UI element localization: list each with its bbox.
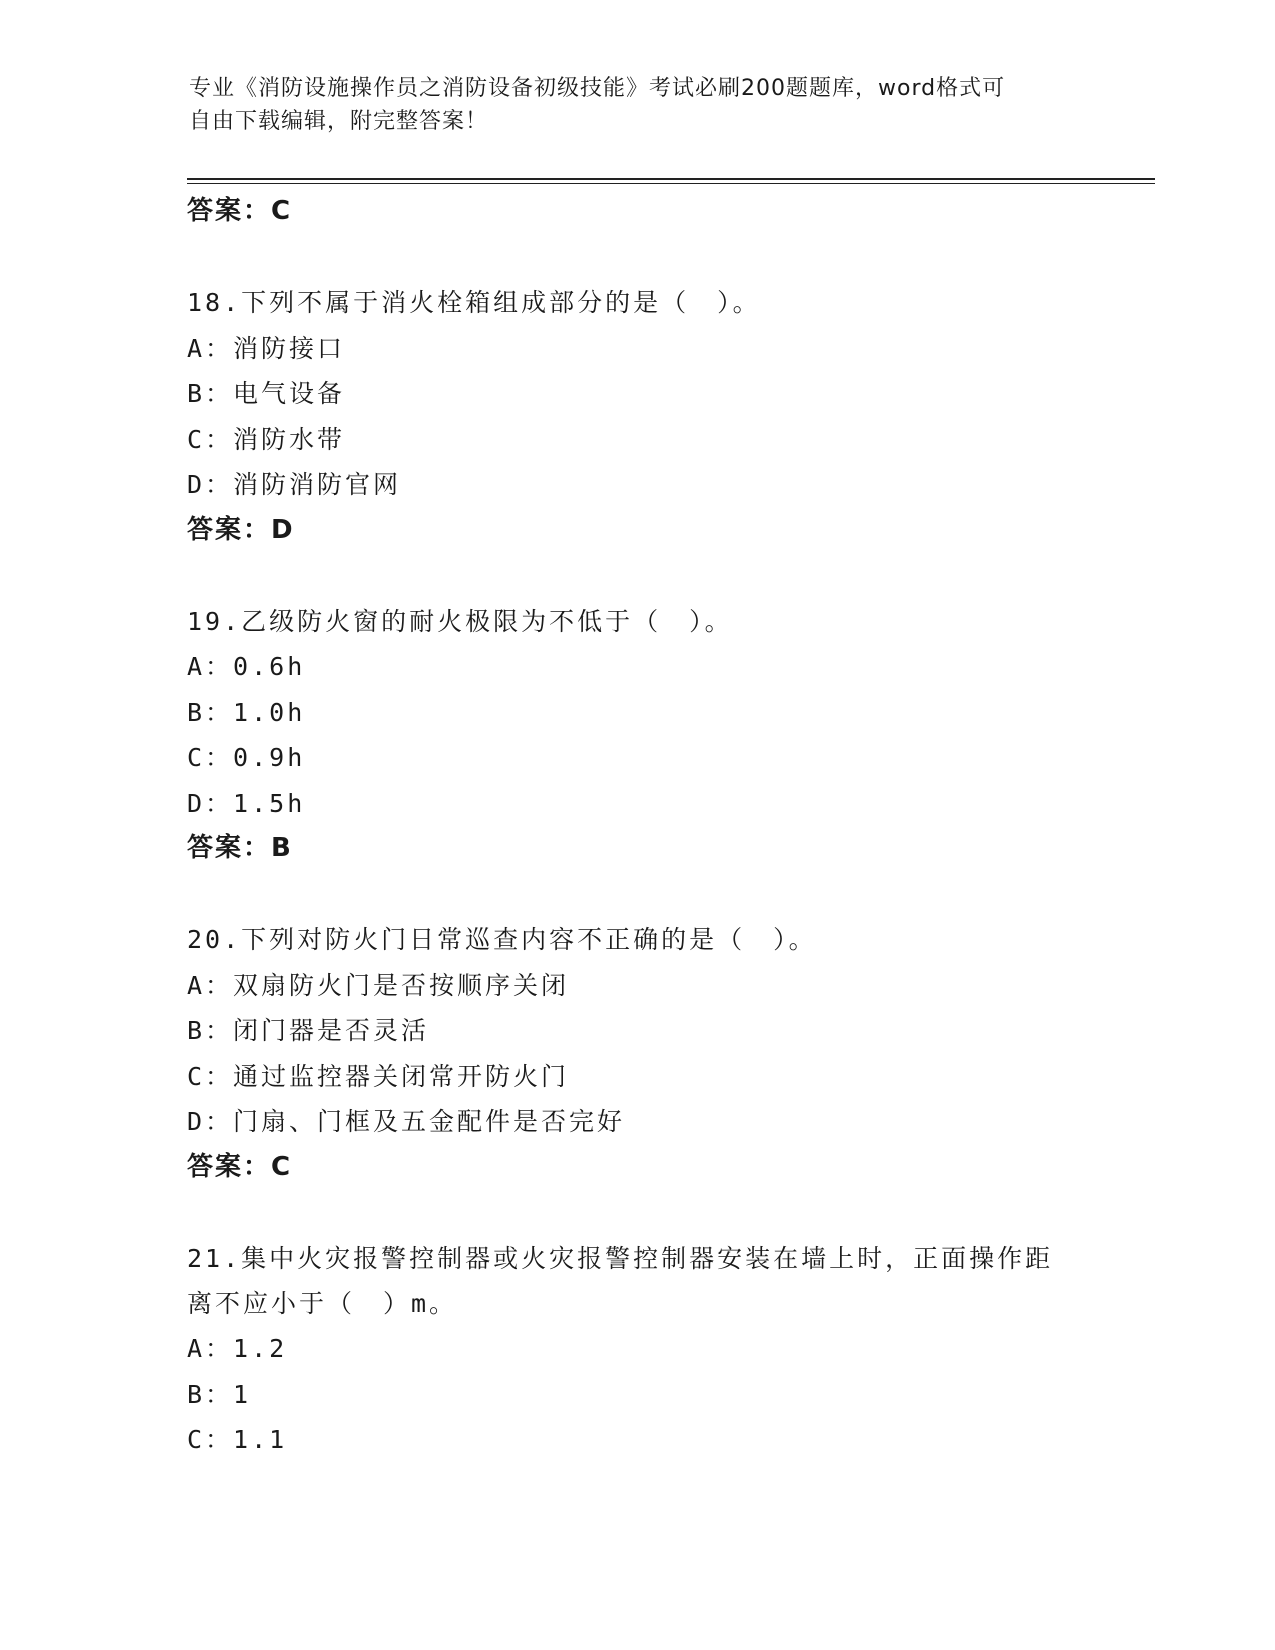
answer-line: 答案：C <box>187 196 293 226</box>
question-block <box>187 917 1087 1190</box>
question-stem: 19.乙级防火窗的耐火极限为不低于（ ）。 <box>187 606 733 636</box>
question-stem-continued: 离不应小于（ ）m。 <box>187 1289 458 1318</box>
header-divider-thick <box>187 178 1155 180</box>
option-a: A：消防接口 <box>187 333 346 363</box>
option-a: A：0.6h <box>187 652 306 681</box>
spacer <box>187 1190 1087 1236</box>
question-list <box>187 189 1087 1463</box>
question-block <box>187 599 1087 872</box>
option-c: C：0.9h <box>187 743 306 772</box>
header-line-1: 专业《消防设施操作员之消防设备初级技能》考试必刷200题题库，word格式可 <box>189 76 1006 101</box>
answer-line: 答案：D <box>187 514 295 545</box>
option-c: C：通过监控器关闭常开防火门 <box>187 1061 570 1091</box>
spacer <box>187 553 1087 599</box>
answer-line: 答案：C <box>187 1151 293 1182</box>
option-b: B：1.0h <box>187 697 306 727</box>
option-b: B：1 <box>187 1379 252 1409</box>
option-a: A：双扇防火门是否按顺序关闭 <box>187 970 570 1000</box>
spacer <box>187 235 1087 281</box>
option-b: B：电气设备 <box>187 379 346 408</box>
header-line-2: 自由下载编辑，附完整答案！ <box>189 109 489 134</box>
question-stem: 18.下列不属于消火栓箱组成部分的是（ ）。 <box>187 288 761 317</box>
document-header <box>189 72 1089 138</box>
answer-line: 答案：B <box>187 833 293 863</box>
option-c: C：1.1 <box>187 1425 288 1454</box>
question-stem: 20.下列对防火门日常巡查内容不正确的是（ ）。 <box>187 925 817 954</box>
question-block <box>187 1236 1087 1463</box>
question-stem: 21.集中火灾报警控制器或火灾报警控制器安装在墙上时，正面操作距 <box>187 1243 1054 1273</box>
question-block <box>187 280 1087 553</box>
spacer <box>187 872 1087 918</box>
option-c: C：消防水带 <box>187 424 346 454</box>
header-divider-thin <box>187 183 1155 184</box>
option-d: D：1.5h <box>187 788 306 818</box>
option-d: D：消防消防官网 <box>187 470 402 499</box>
option-a: A：1.2 <box>187 1334 288 1363</box>
option-d: D：门扇、门框及五金配件是否完好 <box>187 1107 626 1136</box>
option-b: B：闭门器是否灵活 <box>187 1016 430 1045</box>
